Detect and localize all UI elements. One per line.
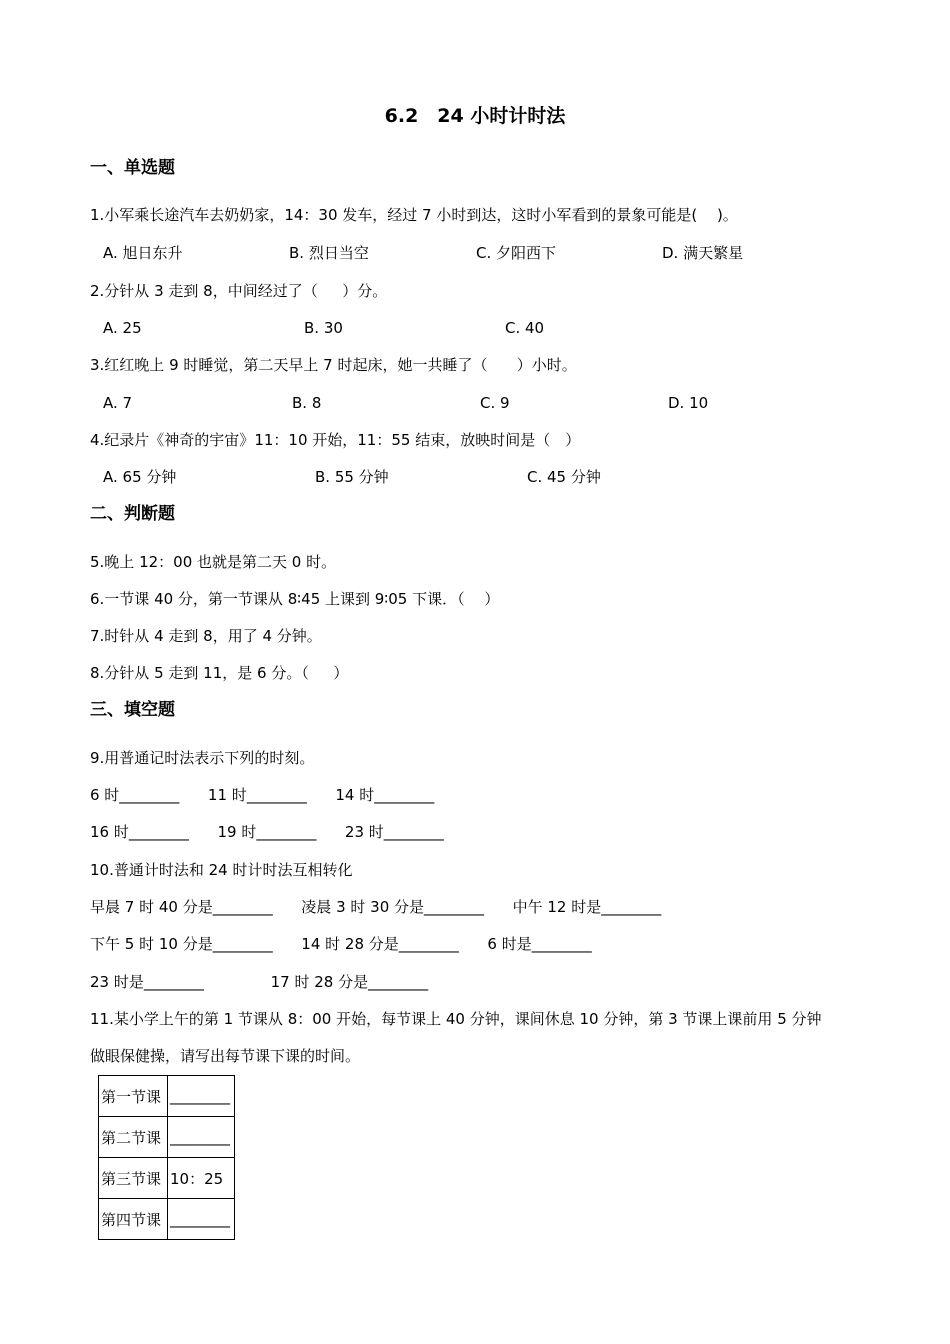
q3-option-c: C. 9 [480, 394, 510, 412]
question-8: 8.分针从 5 走到 11，是 6 分。（ ） [90, 664, 349, 682]
table-cell-value: ________ [168, 1117, 235, 1158]
question-11-line-2: 做眼保健操，请写出每节课下课的时间。 [90, 1047, 361, 1065]
table-row [99, 1199, 235, 1240]
q9-row-2: 16 时________ 19 时________ 23 时________ [90, 823, 444, 841]
section-heading-true-false: 二、判断题 [90, 504, 175, 524]
q2-option-b: B. 30 [304, 319, 343, 337]
q4-option-b: B. 55 分钟 [315, 468, 389, 486]
table-cell-value: ________ [168, 1076, 235, 1117]
table-row [99, 1117, 235, 1158]
page-title: 6.2 24 小时计时法 [384, 105, 566, 127]
q10-row-1: 早晨 7 时 40 分是________ 凌晨 3 时 30 分是________ 中午 12 时是________ [90, 898, 662, 916]
question-4: 4.纪录片《神奇的宇宙》11：10 开始，11：55 结束，放映时间是（ ） [90, 431, 581, 449]
q3-option-a: A. 7 [103, 394, 133, 412]
q3-option-d: D. 10 [668, 394, 709, 412]
q4-option-c: C. 45 分钟 [527, 468, 601, 486]
table-cell-value: ________ [168, 1199, 235, 1240]
table-row [99, 1076, 235, 1117]
q1-option-b: B. 烈日当空 [289, 244, 369, 262]
question-2: 2.分针从 3 走到 8，中间经过了（ ）分。 [90, 282, 388, 300]
q1-option-d: D. 满天繁星 [662, 244, 744, 262]
q9-row-1: 6 时________ 11 时________ 14 时________ [90, 786, 435, 804]
table-cell-label: 第一节课 [99, 1076, 168, 1117]
q2-option-c: C. 40 [505, 319, 545, 337]
question-6: 6.一节课 40 分，第一节课从 8∶45 上课到 9∶05 下课．（ ） [90, 590, 500, 608]
q4-option-a: A. 65 分钟 [103, 468, 177, 486]
question-5: 5.晚上 12：00 也就是第二天 0 时。 [90, 553, 337, 571]
section-heading-single-choice: 一、单选题 [90, 158, 175, 178]
q1-option-a: A. 旭日东升 [103, 244, 183, 262]
table-cell-label: 第二节课 [99, 1117, 168, 1158]
class-schedule-table [98, 1075, 235, 1240]
question-11-line-1: 11.某小学上午的第 1 节课从 8：00 开始，每节课上 40 分钟，课间休息 10 分钟，第 3 节课上课前用 5 分钟 [90, 1010, 822, 1028]
q1-option-c: C. 夕阳西下 [476, 244, 557, 262]
table-cell-label: 第三节课 [99, 1158, 168, 1199]
table-cell-label: 第四节课 [99, 1199, 168, 1240]
question-3: 3.红红晚上 9 时睡觉，第二天早上 7 时起床，她一共睡了（ ）小时。 [90, 356, 577, 374]
table-row [99, 1158, 235, 1199]
section-heading-fill-blank: 三、填空题 [90, 700, 175, 720]
q10-row-2: 下午 5 时 10 分是________ 14 时 28 分是________ 6 时是________ [90, 935, 592, 953]
q2-option-a: A. 25 [103, 319, 142, 337]
q3-option-b: B. 8 [292, 394, 322, 412]
question-1: 1.小军乘长途汽车去奶奶家，14：30 发车，经过 7 小时到达，这时小军看到的景象可能是( )。 [90, 206, 738, 224]
question-7: 7.时针从 4 走到 8，用了 4 分钟。 [90, 627, 322, 645]
table-cell-value: 10：25 [168, 1158, 235, 1199]
question-10: 10.普通计时法和 24 时计时法互相转化 [90, 861, 353, 879]
question-9: 9.用普通记时法表示下列的时刻。 [90, 749, 315, 767]
q10-row-3: 23 时是________ 17 时 28 分是________ [90, 973, 429, 991]
